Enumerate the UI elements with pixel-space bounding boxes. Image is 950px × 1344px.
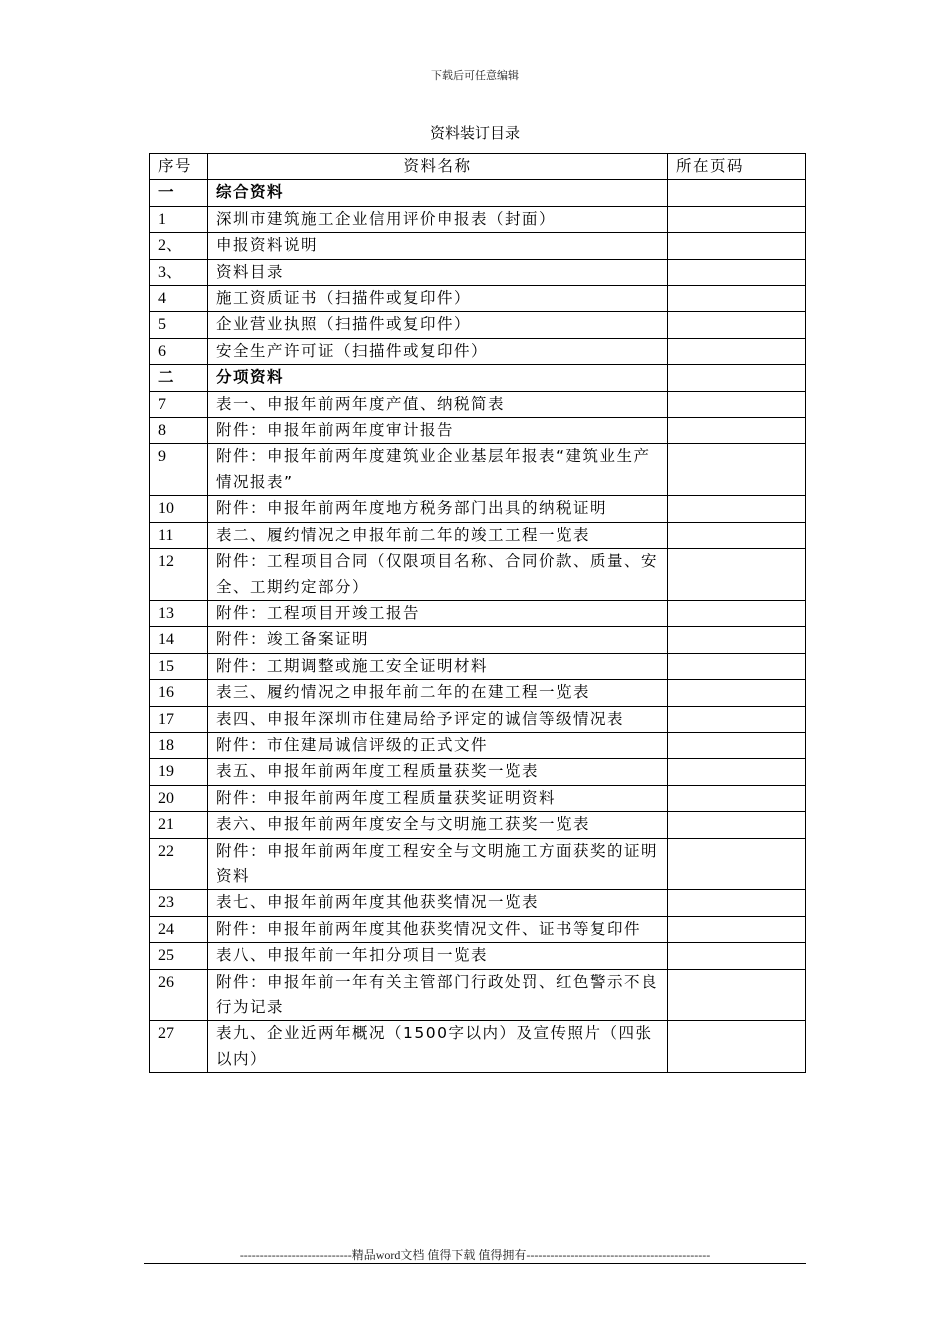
document-title: 资料装订目录: [429, 124, 520, 142]
row-name: 附件：工程项目合同（仅限项目名称、合同价款、质量、安全、工期约定部分）: [208, 549, 668, 601]
table-row: [150, 444, 806, 496]
row-name: 表七、申报年前两年度其他获奖情况一览表: [208, 890, 668, 916]
row-page: [668, 391, 806, 417]
table-row: [150, 759, 806, 785]
row-page: [668, 943, 806, 969]
table-row: [150, 365, 806, 391]
table-row: [150, 549, 806, 601]
row-number: 14: [150, 627, 208, 653]
row-name: 分项资料: [208, 365, 668, 391]
row-number: 23: [150, 890, 208, 916]
header-seq: 序号: [150, 154, 208, 180]
row-name: 资料目录: [208, 259, 668, 285]
row-name: 表六、申报年前两年度安全与文明施工获奖一览表: [208, 812, 668, 838]
toc-table: [149, 153, 806, 1073]
header-note: 下载后可任意编辑: [431, 69, 519, 82]
table-row: [150, 233, 806, 259]
row-page: [668, 286, 806, 312]
row-page: [668, 312, 806, 338]
table-body: [150, 180, 806, 1073]
row-name: 表四、申报年深圳市住建局给予评定的诚信等级情况表: [208, 706, 668, 732]
row-name: 附件：申报年前一年有关主管部门行政处罚、红色警示不良行为记录: [208, 969, 668, 1021]
row-name: 附件：申报年前两年度审计报告: [208, 418, 668, 444]
row-page: [668, 522, 806, 548]
row-name: 附件：申报年前两年度工程安全与文明施工方面获奖的证明资料: [208, 838, 668, 890]
row-page: [668, 365, 806, 391]
table-header-row: [150, 154, 806, 180]
header-name: 资料名称: [208, 154, 668, 180]
row-number: 25: [150, 943, 208, 969]
row-page: [668, 338, 806, 364]
row-number: 7: [150, 391, 208, 417]
table-row: [150, 732, 806, 758]
row-page: [668, 444, 806, 496]
row-page: [668, 916, 806, 942]
row-number: 20: [150, 785, 208, 811]
row-name: 附件：申报年前两年度其他获奖情况文件、证书等复印件: [208, 916, 668, 942]
footer-text: ----------------------------精品word文档 值得下载 值得拥有----------------------------------------------: [239, 1248, 711, 1262]
row-page: [668, 600, 806, 626]
table-row: [150, 943, 806, 969]
row-page: [668, 1021, 806, 1073]
row-number: 一: [150, 180, 208, 206]
row-page: [668, 418, 806, 444]
row-name: 申报资料说明: [208, 233, 668, 259]
row-number: 24: [150, 916, 208, 942]
table-row: [150, 206, 806, 232]
row-number: 二: [150, 365, 208, 391]
row-page: [668, 812, 806, 838]
row-page: [668, 969, 806, 1021]
table-row: [150, 522, 806, 548]
table-row: [150, 680, 806, 706]
table-row: [150, 286, 806, 312]
row-page: [668, 680, 806, 706]
table-row: [150, 838, 806, 890]
row-number: 21: [150, 812, 208, 838]
row-page: [668, 759, 806, 785]
table-row: [150, 1021, 806, 1073]
row-name: 安全生产许可证（扫描件或复印件）: [208, 338, 668, 364]
row-page: [668, 259, 806, 285]
row-name: 企业营业执照（扫描件或复印件）: [208, 312, 668, 338]
row-name: 深圳市建筑施工企业信用评价申报表（封面）: [208, 206, 668, 232]
row-page: [668, 627, 806, 653]
table-row: [150, 969, 806, 1021]
row-number: 27: [150, 1021, 208, 1073]
table-row: [150, 312, 806, 338]
row-page: [668, 653, 806, 679]
row-number: 2、: [150, 233, 208, 259]
row-number: 5: [150, 312, 208, 338]
row-number: 4: [150, 286, 208, 312]
table-row: [150, 785, 806, 811]
table-row: [150, 627, 806, 653]
row-name: 表九、企业近两年概况（1500字以内）及宣传照片（四张以内）: [208, 1021, 668, 1073]
row-name: 附件：申报年前两年度建筑业企业基层年报表“建筑业生产情况报表”: [208, 444, 668, 496]
row-name: 综合资料: [208, 180, 668, 206]
row-name: 附件：申报年前两年度工程质量获奖证明资料: [208, 785, 668, 811]
footer-divider: [144, 1263, 806, 1264]
row-page: [668, 496, 806, 522]
row-name: 附件：市住建局诚信评级的正式文件: [208, 732, 668, 758]
row-name: 表五、申报年前两年度工程质量获奖一览表: [208, 759, 668, 785]
table-row: [150, 706, 806, 732]
row-name: 表二、履约情况之申报年前二年的竣工工程一览表: [208, 522, 668, 548]
table-row: [150, 259, 806, 285]
row-number: 19: [150, 759, 208, 785]
row-name: 附件：工期调整或施工安全证明材料: [208, 653, 668, 679]
row-page: [668, 890, 806, 916]
row-name: 施工资质证书（扫描件或复印件）: [208, 286, 668, 312]
row-number: 16: [150, 680, 208, 706]
header-page: 所在页码: [668, 154, 806, 180]
table-row: [150, 418, 806, 444]
table-row: [150, 338, 806, 364]
row-name: 表八、申报年前一年扣分项目一览表: [208, 943, 668, 969]
row-number: 10: [150, 496, 208, 522]
table-row: [150, 180, 806, 206]
row-name: 表一、申报年前两年度产值、纳税简表: [208, 391, 668, 417]
row-number: 9: [150, 444, 208, 496]
table-row: [150, 600, 806, 626]
row-number: 17: [150, 706, 208, 732]
row-page: [668, 732, 806, 758]
row-name: 附件：申报年前两年度地方税务部门出具的纳税证明: [208, 496, 668, 522]
table-row: [150, 812, 806, 838]
row-page: [668, 233, 806, 259]
row-number: 3、: [150, 259, 208, 285]
row-number: 12: [150, 549, 208, 601]
row-page: [668, 838, 806, 890]
row-name: 附件：竣工备案证明: [208, 627, 668, 653]
table-row: [150, 391, 806, 417]
row-number: 11: [150, 522, 208, 548]
row-name: 表三、履约情况之申报年前二年的在建工程一览表: [208, 680, 668, 706]
row-number: 6: [150, 338, 208, 364]
row-number: 8: [150, 418, 208, 444]
row-number: 15: [150, 653, 208, 679]
row-page: [668, 549, 806, 601]
table-row: [150, 916, 806, 942]
row-number: 22: [150, 838, 208, 890]
row-name: 附件：工程项目开竣工报告: [208, 600, 668, 626]
row-page: [668, 706, 806, 732]
row-number: 26: [150, 969, 208, 1021]
table-row: [150, 496, 806, 522]
row-number: 13: [150, 600, 208, 626]
row-page: [668, 785, 806, 811]
row-page: [668, 180, 806, 206]
row-number: 18: [150, 732, 208, 758]
row-page: [668, 206, 806, 232]
table-row: [150, 890, 806, 916]
row-number: 1: [150, 206, 208, 232]
table-row: [150, 653, 806, 679]
